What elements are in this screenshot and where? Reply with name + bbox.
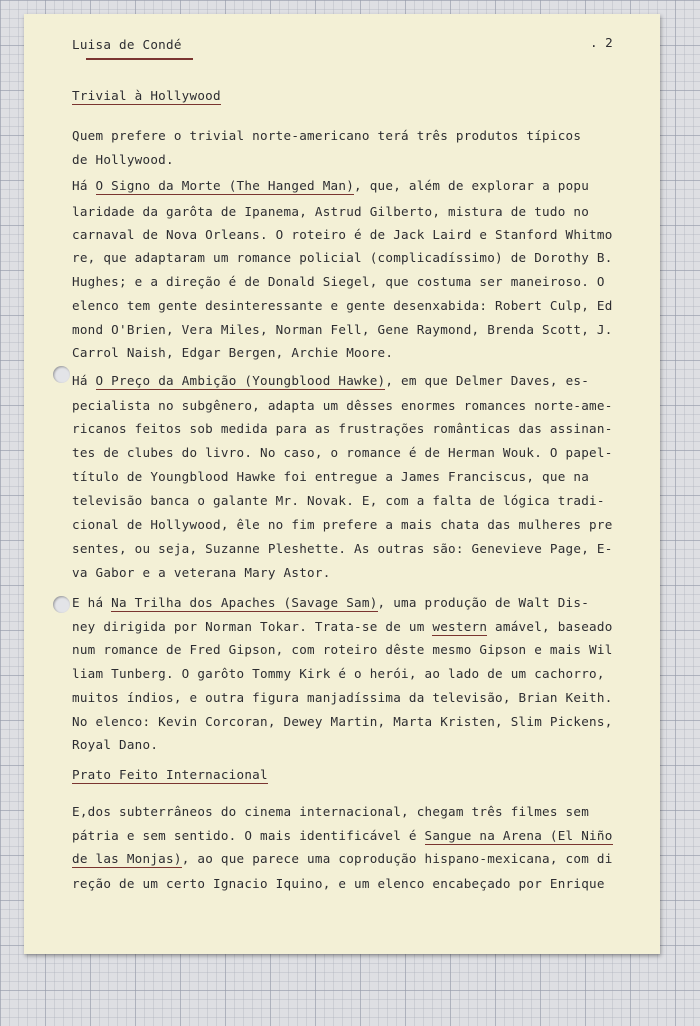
author-underline	[86, 58, 193, 60]
punch-hole	[53, 366, 70, 383]
text-line: E,dos subterrâneos do cinema internacional, chegam três filmes sem	[72, 804, 590, 819]
text-line: tes de clubes do livro. No caso, o romance é de Herman Wouk. O papel-	[72, 445, 613, 460]
text-line: ricanos feitos sob medida para as frustrações românticas das assinan-	[72, 421, 613, 436]
section-heading: Prato Feito Internacional	[72, 767, 268, 782]
text-line: Hughes; e a direção é de Donald Siegel, que costuma ser maneiroso. O	[72, 274, 605, 289]
section-heading: Trivial à Hollywood	[72, 88, 221, 103]
text-line: televisão banca o galante Mr. Novak. E, com a falta de lógica tradi-	[72, 493, 605, 508]
text-line: laridade da garôta de Ipanema, Astrud Gilberto, mistura de tudo no	[72, 204, 590, 219]
text-line: mond O'Brien, Vera Miles, Norman Fell, Gene Raymond, Brenda Scott, J.	[72, 322, 613, 337]
text-line: elenco tem gente desinteressante e gente desenxabida: Robert Culp, Ed	[72, 298, 613, 313]
text-line: re, que adaptaram um romance policial (complicadíssimo) de Dorothy B.	[72, 250, 613, 265]
text-line: No elenco: Kevin Corcoran, Dewey Martin, Marta Kristen, Slim Pickens,	[72, 714, 613, 729]
text-line: Royal Dano.	[72, 737, 159, 752]
text-line: pátria e sem sentido. O mais identificável é Sangue na Arena (El Niño	[72, 828, 613, 843]
text-line: Carrol Naish, Edgar Bergen, Archie Moore.	[72, 345, 394, 360]
text-line: de las Monjas), ao que parece uma coprodução hispano-mexicana, com di	[72, 851, 613, 866]
text-line: liam Tunberg. O garôto Tommy Kirk é o herói, ao lado de um cachorro,	[72, 666, 605, 681]
text-line: carnaval de Nova Orleans. O roteiro é de Jack Laird e Stanford Whitmo	[72, 227, 613, 242]
text-line: Quem prefere o trivial norte-americano terá três produtos típicos	[72, 128, 582, 143]
author-name: Luisa de Condé	[72, 37, 182, 52]
page-number: . 2	[590, 35, 613, 50]
text-line: va Gabor e a veterana Mary Astor.	[72, 565, 331, 580]
text-line: num romance de Fred Gipson, com roteiro dêste mesmo Gipson e mais Wil	[72, 642, 613, 657]
text-line: de Hollywood.	[72, 152, 174, 167]
punch-hole	[53, 596, 70, 613]
text-line: Há O Preço da Ambição (Youngblood Hawke), em que Delmer Daves, es-	[72, 373, 590, 388]
text-line: ney dirigida por Norman Tokar. Trata-se de um western amável, baseado	[72, 619, 613, 634]
text-line: reção de um certo Ignacio Iquino, e um elenco encabeçado por Enrique	[72, 876, 605, 891]
text-line: cional de Hollywood, êle no fim prefere a mais chata das mulheres pre	[72, 517, 613, 532]
text-line: título de Youngblood Hawke foi entregue a James Franciscus, que na	[72, 469, 590, 484]
text-line: sentes, ou seja, Suzanne Pleshette. As outras são: Genevieve Page, E-	[72, 541, 613, 556]
text-line: muitos índios, e outra figura manjadíssima da televisão, Brian Keith.	[72, 690, 613, 705]
text-line: E há Na Trilha dos Apaches (Savage Sam), uma produção de Walt Dis-	[72, 595, 590, 610]
text-line: pecialista no subgênero, adapta um dêsses enormes romances norte-ame-	[72, 398, 613, 413]
text-line: Há O Signo da Morte (The Hanged Man), que, além de explorar a popu	[72, 178, 590, 193]
